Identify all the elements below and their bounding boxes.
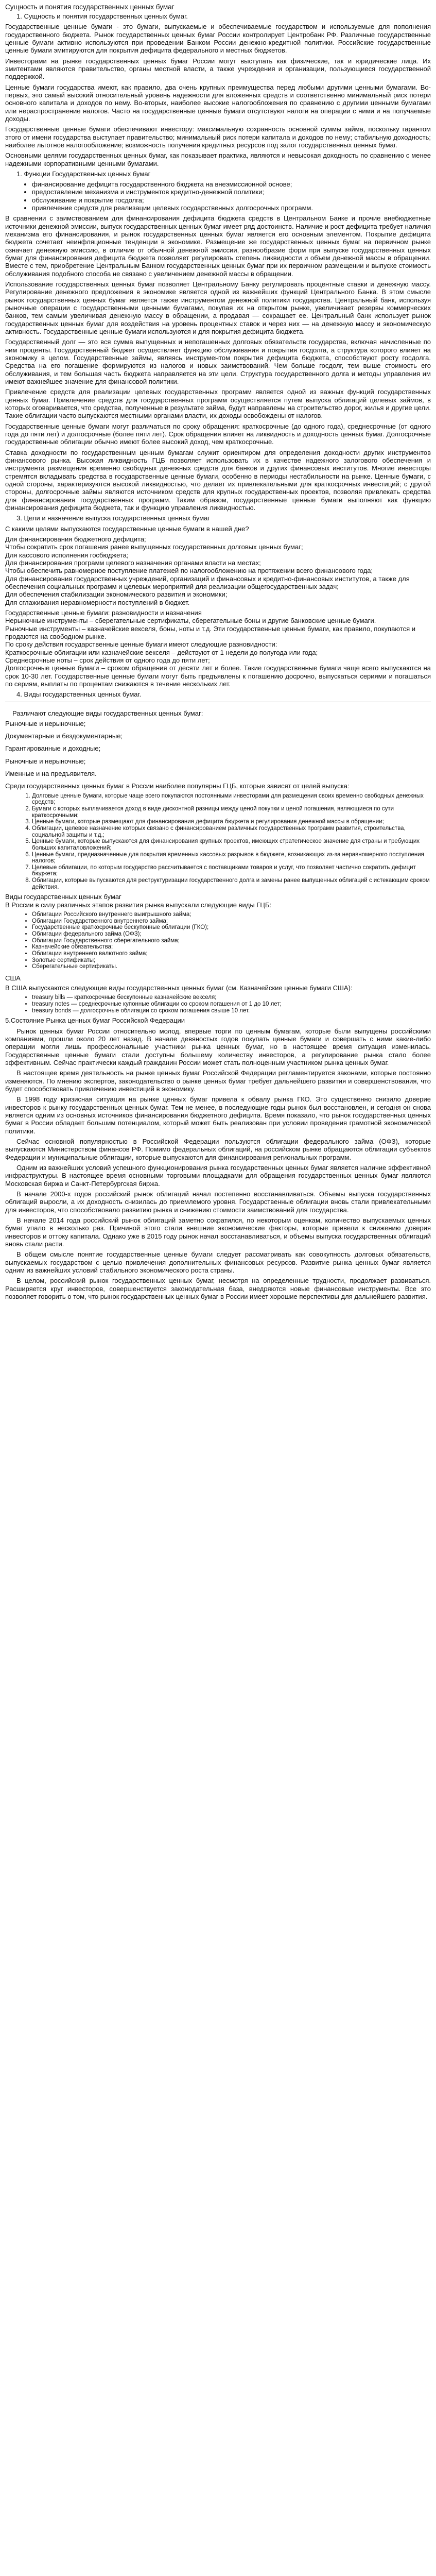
goal-line: Для финансирования программ целевого назначения органами власти на местах; <box>5 558 261 567</box>
gko-lead: Среди государственных ценных бумаг в России наиболее популярны ГЦБ, которые зависят от целей выпуска: <box>5 782 350 790</box>
classification-item: Именные и на предъявителя. <box>5 770 97 778</box>
russia-types-sub: В России в силу различных этапов развития рынка выпускали следующие виды ГЦБ: <box>5 901 272 909</box>
market-paragraph: В целом, российский рынок государственных ценных бумаг, несмотря на определенные трудности, продолжает развиваться. Расширяется круг инвесторов, совершенствуется законодательная база, внедряются новые финансовые инструменты. Все это позволяет говорить о том, что рынок государственных ценных бумаг в России имеет хорошие перспективы для дальнейшего развития. <box>5 1277 431 1300</box>
market-paragraph: В начале 2000-х годов российский рынок облигаций начал постепенно восстанавливаться. Объемы выпуска государственных облигаций выросли, а их доходность снизилась до приемлемого уровня. Государственные облигации вновь стали привлекательными для инвесторов, что способствовало развитию рынка и снижению стоимости заимствований для государства. <box>5 1190 431 1214</box>
goals-block <box>5 535 431 606</box>
kind-line: Долгосрочные ценные бумаги – сроком обращения от десяти лет и более. Такие государственные бумаги чаще всего выпускаются на срок 10-30 лет. Государственные ценные бумаги могут быть предъявлены к погашению досрочно, выпускаться сериями и погашаться по сериям, выплаты по процентам снижаются в течение нескольких лет. <box>5 664 431 688</box>
list-item: • Казначейские обязательства; <box>32 944 431 951</box>
list-item: 2. Бумаги с которых выплачивается доход в виде дисконтной разницы между ценой покупки и ценой погашения, являющиеся по сути краткосрочными; <box>32 806 431 819</box>
purpose-paragraph: Основными целями государственных ценных бумаг, как показывает практика, являются и невысокая доходность по сравнению с менее надежными корпоративными ценными бумагами. <box>5 151 431 167</box>
list-item: • финансирование дефицита государственного бюджета на внеэмиссионной основе; <box>32 180 431 188</box>
list-item: • Сберегательные сертификаты. <box>32 963 431 970</box>
body-paragraph: Государственный долг — это вся сумма выпущенных и непогашенных долговых обязательств государства, включая начисленные по ним проценты. Государственный бюджет осуществляет функцию обслуживания и покрытия госдолга, а структура которого влияет на экономику в целом. Государственные займы, являясь инструментом покрытия дефицита бюджета, способствуют росту госдолга. Средства на его погашение формируются из налогов и новых заимствований. Чем больше госдолг, тем выше стоимость его обслуживания, и тем большая часть бюджета направляется на эти цели. Структура государственного долга и методы управления им имеют важнейшее значение для финансовой политики. <box>5 338 431 386</box>
list-item: 8. Облигации, которые выпускаются для реструктуризации государственного долга и замены ранее выпущенных облигаций с истекающим сроком действия. <box>32 877 431 890</box>
russia-types-list <box>5 911 431 970</box>
body-paragraph: Ставка доходности по государственным ценным бумагам служит ориентиром для определения доходности других инструментов финансового рынка. Высокая ликвидность ГЦБ позволяет использовать их в качестве надежного залогового обеспечения и инструмента размещения временно свободных денежных средств для банков и других финансовых институтов. Многие инвесторы стремятся вкладывать средства в государственные ценные бумаги, особенно в периоды нестабильности на рынке. Ценные бумаги, с одной стороны, характеризуются высокой ликвидностью, что делает их привлекательными для краткосрочных инвестиций; с другой стороны, долгосрочные займы являются источником средств для крупных государственных проектов, позволяя привлекать средства для финансирования государственных программ. Таким образом, государственные ценные бумаги выполняют как функцию финансирования дефицита бюджета, так и функцию управления ликвидностью. <box>5 448 431 512</box>
list-item: 7. Целевые облигации, по которым государство рассчитывается с поставщиками товаров и услуг, что позволяет частично сократить дефицит бюджета; <box>32 865 431 877</box>
list-item: • Облигации Государственного внутреннего займа; <box>32 918 431 925</box>
classification-item: Рыночные и нерыночные; <box>5 757 86 765</box>
list-item: • Облигации Российского внутреннего выигрышного займа; <box>32 911 431 918</box>
kind-line: Среднесрочные ноты – срок действия от одного года до пяти лет; <box>5 656 210 664</box>
intro-paragraph: Ценные бумаги государства имеют, как правило, два очень крупных преимущества перед любыми другими ценными бумагами. Во-первых, это самый высокий относительный уровень надежности для вложенных средств и соответственно минимальный риск потери основного капитала и доходов по нему. Во-вторых, наиболее высокие налогообложения по сравнению с другими ценными бумагами или нераспространение налогов. Часто на государственные ценные бумаги отсутствуют налоги на операции с ними и на получаемые доходы. <box>5 83 431 123</box>
section-heading: 3. Цели и назначение выпуска государственных ценных бумаг <box>16 514 211 522</box>
list-item: • привлечение средств для реализации целевых государственных долгосрочных программ. <box>32 204 431 212</box>
goal-line: Для финансирования государственных учреждений, организаций и финансовых и кредитно-финансовых институтов, а также для обеспечения социальных программ и целевых мероприятий для реализации общегосударственных задач; <box>5 574 410 590</box>
list-item: 3. Ценные бумаги, которые размещают для финансирования дефицита бюджета и регулирования денежной массы в обращении; <box>32 819 431 825</box>
market-paragraph: В 1998 году кризисная ситуация на рынке ценных бумаг привела к обвалу рынка ГКО. Это существенно снизило доверие инвесторов к рынку государственных ценных бумаг. Тем не менее, в последующие годы рынок был восстановлен, и сегодня он снова является одним из основных источников финансирования бюджетного дефицита. Время показало, что рынок государственных ценных бумаг в России обладает большим потенциалом, который может быть реализован при условии проведения грамотной экономической политики. <box>5 1095 431 1135</box>
section-heading: 5.Состояние Рынка ценных бумаг Российской Федерации <box>5 1016 185 1025</box>
list-item: 5. Ценные бумаги, которые выпускаются для финансирования крупных проектов, имеющих стратегическое значение для страны и требующих больших капиталовложений; <box>32 838 431 851</box>
body-paragraph: Привлечение средств для реализации целевых государственных программ является одной из важных функций государственных ценных бумаг. Привлечение средств для государственных программ осуществляется путем выпуска облигаций целевых займов, в которых оговаривается, что средства, полученные в результате займа, будут направлены на строительство дорог, жилья и другие цели. Такие облигации часто выпускаются местными органами власти, их доходы освобождены от налогов. <box>5 388 431 420</box>
goal-line: Для кассового исполнения госбюджета; <box>5 551 129 559</box>
list-item: • treasury bills — краткосрочные бескупонные казначейские векселя; <box>32 994 431 1001</box>
goal-line: Для финансирования бюджетного дефицита; <box>5 535 146 543</box>
classification-item: Документарные и бездокументарные; <box>5 732 123 740</box>
section-heading: 4. Виды государственных ценных бумаг. <box>16 690 142 699</box>
kind-line: Рыночные инструменты – казначейские векселя, боны, ноты и т.д. Эти государственные ценные бумаги, как правило, покупаются и продаются на свободном рынке. <box>5 624 415 640</box>
list-item: • Облигации федерального займа (ОФЗ); <box>32 931 431 938</box>
page-title: Сущность и понятия государственных ценных бумаг <box>5 3 175 11</box>
usa-label: США <box>5 974 21 982</box>
body-paragraph: Государственные ценные бумаги могут различаться по сроку обращения: краткосрочные (до одного года), среднесрочные (от одного года до пяти лет) и долгосрочные (более пяти лет). Срок обращения влияет на ликвидность и доходность ценных бумаг. Долгосрочные государственные облигации обычно имеют более высокий доход, чем краткосрочные. <box>5 422 431 446</box>
goal-line: Для обеспечения стабилизации экономического развития и экономики; <box>5 590 228 599</box>
question-line: С какими целями выпускаются государственные ценные бумаги в нашей дне? <box>5 524 249 533</box>
classification-item: Гарантированные и доходные; <box>5 744 101 753</box>
usa-list <box>5 994 431 1014</box>
list-item: • предоставление механизма и инструментов кредитно-денежной политики; <box>32 188 431 196</box>
functions-list <box>5 180 431 212</box>
intro-paragraph: Инвесторами на рынке государственных ценных бумаг России могут выступать как физические, так и юридические лица. Их эмитентами являются правительство, органы местной власти, а также учреждения и организации, пользующиеся государственной поддержкой. <box>5 57 431 81</box>
section-heading: 1. Функции Государственных ценных бумаг <box>16 170 151 178</box>
kinds-heading: Государственные ценные бумаги: разновидности и назначения <box>5 608 202 617</box>
list-item: • treasury bonds — долгосрочные облигации со сроком погашения свыше 10 лет. <box>32 1008 431 1014</box>
market-paragraph: В начале 2014 года российский рынок облигаций заметно сократился, по некоторым оценкам, количество выпускаемых ценных бумаг упало в несколько раз. Причиной этого стали внешние экономические факторы, которые привели к снижению доверия инвесторов и оттоку капитала. Однако уже в 2015 году рынок начал восстанавливаться, и объемы выпуска государственных облигаций вновь стали расти. <box>5 1216 431 1248</box>
body-paragraph: В сравнении с заимствованием для финансирования дефицита бюджета средств в Центральном Банке и прочие внебюджетные источники денежной эмиссии, выпуск государственных ценных бумаг имеет ряд достоинств. Наличие и рост дефицита требует наличия механизма его финансирования, и рынок государственных ценных бумаг является его основным элементом. Покрытие дефицита бюджета сочетает неинфляционные тенденции в экономике. Размещение же государственных ценных бумаг на первичном рынке означает денежную эмиссию, в отличие от обычной денежной эмиссии, разнообразие форм при выпуске государственных ценных бумаг для финансирования дефицита бюджета позволяет регулировать степень ликвидности и объем денежной массы в обращении. Вместе с тем, приобретение Центральным Банком государственных ценных бумаг при их первичном размещении и выпуске стоимость обслуживания подобного способа не связано с увеличением денежной массы в обращении. <box>5 214 431 278</box>
kind-line: По сроку действия государственные ценные бумаги имеют следующие разновидности: <box>5 640 277 649</box>
market-paragraph: Сейчас основной популярностью в Российской Федерации пользуются облигации федерального займа (ОФЗ), которые выпускаются Министерством финансов РФ. Помимо федеральных облигаций, на российском рынке обращаются облигации субъектов Федерации и муниципальные облигации, которые выпускаются для финансирования региональных программ. <box>5 1138 431 1161</box>
list-item: 4. Облигации, целевое назначение которых связано с финансированием различных государственных программ развития, строительства, социальной защиты и т.д.; <box>32 825 431 838</box>
intro-paragraph: Государственные ценные бумаги обеспечивают инвестору: максимальную сохранность основной суммы займа, поскольку гарантом этого от имени государства выступает правительство; минимальный риск потери капитала и доходов по нему; стабильную доходность; наиболее льготное налогообложение; возможность получения кредитных ресурсов под залог государственных ценных бумаг. <box>5 125 431 149</box>
classification-item: Рыночные и нерыночные; <box>5 719 86 727</box>
toc-item: 1. Сущность и понятия государственных ценных бумаг. <box>16 12 188 20</box>
list-item: • Облигации Государственного сберегательного займа; <box>32 938 431 944</box>
list-item: • Государственные краткосрочные бескупонные облигации (ГКО); <box>32 924 431 931</box>
list-item: • treasury notes — среднесрочные купонные облигации со сроком погашения от 1 до 10 лет; <box>32 1001 431 1008</box>
list-item: 1. Долговые ценные бумаги, которые чаще всего покупаются постоянными инвесторами для размещения своих временно свободных денежных средств; <box>32 793 431 806</box>
kind-line: Нерыночные инструменты – сберегательные сертификаты, сберегательные боны и другие банковские ценные бумаги. <box>5 617 376 625</box>
goal-line: Для сглаживания неравномерности поступлений в бюджет. <box>5 598 190 606</box>
russia-types-heading: Виды государственных ценных бумаг <box>5 893 121 901</box>
list-item: • Облигации внутреннего валютного займа; <box>32 951 431 957</box>
list-item: • обслуживание и покрытие госдолга; <box>32 196 431 204</box>
market-paragraph: В настоящее время деятельность на рынке ценных бумаг Российской Федерации регламентируется законами, которые постоянно изменяются. По мнению экспертов, законодательство о рынке ценных бумаг требует дальнейшего развития и совершенствования, что будет способствовать привлечению инвестиций в экономику. <box>5 1069 431 1093</box>
classification-lead: Различают следующие виды государственных ценных бумаг: <box>12 709 203 717</box>
usa-lead: В США выпускаются следующие виды государственных ценных бумаг (см. Казначейские ценные бумаги США): <box>5 984 353 992</box>
goal-line: Чтобы обеспечить равномерное поступление платежей по налогообложению на протяжении всего финансового года; <box>5 567 373 575</box>
list-item: • Золотые сертификаты; <box>32 957 431 964</box>
market-paragraph: В общем смысле понятие государственные ценные бумаги следует рассматривать как совокупность долговых обязательств, выпускаемых государством с целью привлечения дополнительных финансовых ресурсов. Развитие рынка ценных бумаг является одним из важнейших условий стабильного экономического роста страны. <box>5 1250 431 1274</box>
list-item: 6. Ценные бумаги, предназначенные для покрытия временных кассовых разрывов в бюджете, возникающих из-за неравномерного поступления налогов; <box>32 852 431 865</box>
market-paragraph: Одним из важнейших условий успешного функционирования рынка государственных ценных бумаг является наличие эффективной инфраструктуры. В настоящее время основными торговыми площадками для обращения государственных ценных бумаг являются Московская биржа и Санкт-Петербургская биржа. <box>5 1163 431 1188</box>
body-paragraph: Использование государственных ценных бумаг позволяет Центральному Банку регулировать процентные ставки и денежную массу. Регулирование денежного предложения в экономике является одной из важнейших функций Центрального Банка. В этом смысле рынок государственных ценных бумаг является также инструментом денежной политики государства. Центральный банк, используя рыночные операции с государственными ценными бумагами, покупая их на открытом рынке, увеличивает резервы коммерческих банков, тем самым увеличивая денежную массу в обращении, а продавая — сокращает ее. Центральный банк использует рынок государственных ценных бумаг для воздействия на уровень процентных ставок и через них — на денежную массу и экономическую активность. Государственные ценные бумаги используются и для покрытия дефицита бюджета. <box>5 280 431 336</box>
market-paragraph: Рынок ценных бумаг России относительно молод, впервые торги по ценным бумагам, которые были выпущены российскими компаниями, прошли около 20 лет назад. В начале девяностых годов покупать ценные бумаги и совершать с ними какие-либо операции могли лишь профессиональные участники рынка ценных бумаг, но в настоящее время ситуация изменилась. Государственные ценные бумаги стали доступны большему количеству инвесторов, а регулирование рынка стало более эффективным. Сейчас практически каждый гражданин России может стать полноценным участником рынка ценных бумаг. <box>5 1027 431 1067</box>
intro-paragraph: Государственные ценные бумаги - это бумаги, выпускаемые и обеспечиваемые государством и используемые для пополнения государственного бюджета. Рынок государственных ценных бумаг России контролирует Центробанк РФ. Различные государственные ценные бумаги активно используются при проведении Банком России денежно-кредитной политики. Российские государственные ценные бумаги эмитируются для покрытия дефицита федерального и местных бюджетов. <box>5 23 431 55</box>
goal-line: Чтобы сократить срок погашения ранее выпущенных государственных долговых ценных бумаг; <box>5 543 303 551</box>
gko-list <box>5 793 431 891</box>
kind-line: Краткосрочные облигации или казначейские векселя – действуют от 1 недели до полугода или года; <box>5 648 318 656</box>
